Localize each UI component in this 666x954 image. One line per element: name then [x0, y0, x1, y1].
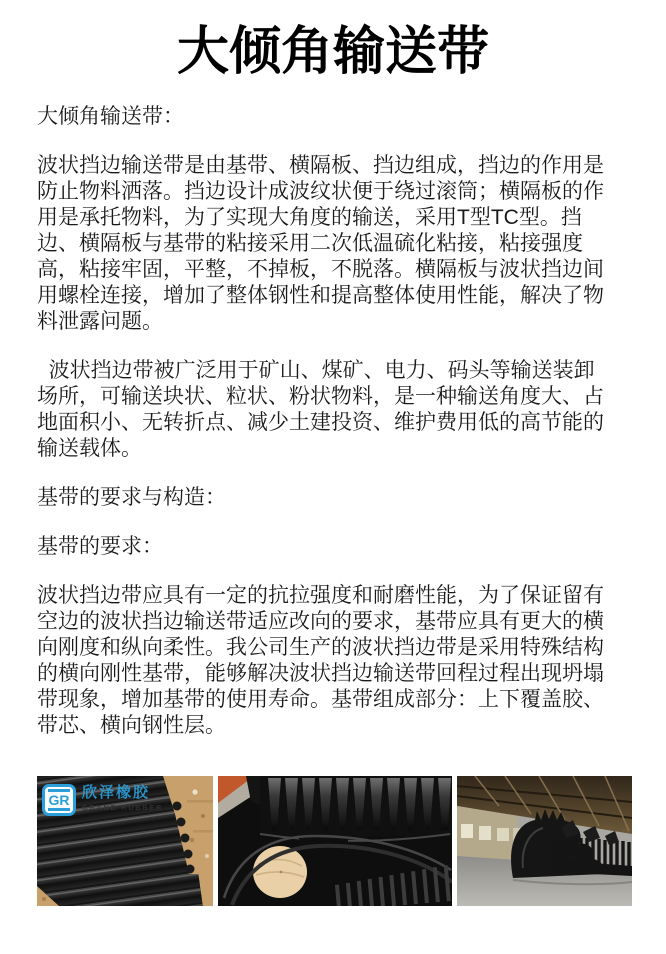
- paragraph-baseband-heading: 基带的要求与构造：: [37, 486, 226, 509]
- paragraph-baseband-subheading: 基带的要求：: [37, 535, 163, 558]
- paragraph-baseband-detail: 波状挡边带应具有一定的抗拉强度和耐磨性能，为了保证留有空边的波状挡边输送带适应改向的要求，基带应具有更大的横向刚度和纵向柔性。我公司生产的波状挡边带是采用特殊结构的横向刚性基带，能够解决波状挡边输送带回程过程出现坍塌带现象，增加基带的使用寿命。基带组成部分：上下覆盖胶、带芯、横向钢性层。: [37, 584, 604, 737]
- brand-text: [82, 784, 163, 812]
- photo-sidewall-belt-roll-illustration: [218, 776, 452, 906]
- brand-name-en: GRAND RUBBER: [82, 803, 163, 812]
- photo-factory-warehouse: [457, 776, 632, 906]
- paragraph-applications: 波状挡边带被广泛用于矿山、煤矿、电力、码头等输送装卸场所，可输送块状、粒状、粉状物料，是一种输送角度大、占地面积小、无转折点、减少土建投资、维护费用低的高节能的输送载体。: [37, 359, 604, 460]
- brand-initials: GR: [48, 792, 70, 808]
- page-title: 大倾角输送带: [176, 23, 489, 81]
- brand-name-cn: 欣泽橡胶: [82, 784, 151, 801]
- page: [0, 24, 666, 954]
- brand-gr-icon: [42, 784, 76, 816]
- photo-sidewall-belt-roll: [218, 776, 452, 906]
- photo-factory-warehouse-illustration: [457, 776, 632, 906]
- paragraph-composition: 波状挡边输送带是由基带、横隔板、挡边组成，挡边的作用是防止物料洒落。挡边设计成波纹状便于绕过滚筒；横隔板的作用是承托物料，为了实现大角度的输送，采用T型TC型。挡边、横隔板与基带的粘接采用二次低温硫化粘接，粘接强度高，粘接牢固，平整，不掉板，不脱落。横隔板与波状挡边间用螺栓连接，增加了整体钢性和提高整体使用性能，解决了物料泄露问题。: [37, 154, 604, 333]
- photo-sidewall-belt-stack: [37, 776, 213, 906]
- article-body: [37, 104, 613, 739]
- brand-logo: [42, 784, 163, 816]
- paragraph-intro-label: 大倾角输送带：: [37, 105, 184, 128]
- product-photo-gallery: [37, 776, 632, 906]
